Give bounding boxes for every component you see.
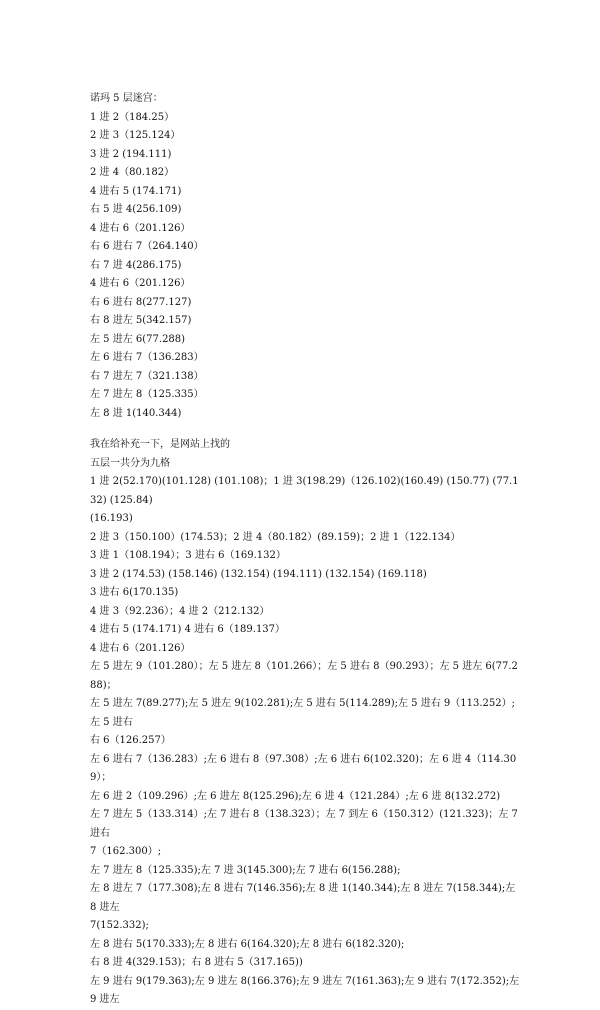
route-line: 右 5 进 4(256.109) (90, 204, 182, 215)
supplement-line: 左 8 进左 7（177.308);左 8 进右 7(146.356);左 8 进 1(140.344);左 8 进左 7(158.344);左 8 进左 (90, 883, 519, 913)
supplement-line: 2 进 3（150.100）(174.53)；2 进 4（80.182）(89.159)；2 进 1（122.134） (90, 531, 461, 543)
supplement-subtitle: 五层一共分为九格 (90, 457, 170, 469)
supplement-line: (16.193) (90, 513, 133, 524)
route-line: 4 进右 6（201.126） (90, 222, 191, 234)
supplement-line: 左 9 进右 9(179.363);左 9 进左 8(166.376);左 9 进左 7(161.363);左 9 进右 7(172.352);左 9 进左 (90, 975, 523, 1005)
supplement-line: 3 进 2 (174.53) (158.146) (132.154) (194.111) (132.154) (169.118) (90, 568, 427, 580)
route-line: 左 6 进右 7（136.283） (90, 352, 204, 363)
route-line: 右 7 进 4(286.175) (90, 259, 182, 271)
route-line: 2 进 3（125.124） (90, 130, 181, 141)
route-list (90, 109, 520, 424)
route-line: 1 进 2（184.25） (90, 111, 175, 123)
maze-route-section (90, 90, 520, 423)
route-line: 2 进 4（80.182） (90, 167, 175, 178)
supplement-line: 3 进 1（108.194）；3 进右 6（169.132） (90, 550, 286, 561)
supplement-line: 左 5 进左 9（101.280）；左 5 进左 8（101.266）；左 5 进右 8（90.293）；左 5 进左 6(77.288)； (90, 661, 518, 691)
document-page (90, 90, 523, 1010)
supplement-line: 4 进 3（92.236）；4 进 2（212.132） (90, 605, 270, 617)
supplement-line: 左 6 进右 7（136.283）;左 6 进右 8（97.308）;左 6 进右 6(102.320)；左 6 进 4（114.309）； (90, 753, 517, 783)
route-line: 左 5 进左 6(77.288) (90, 333, 186, 345)
supplement-line: 4 进右 5 (174.171) 4 进右 6（189.137） (90, 624, 286, 635)
route-line: 3 进 2 (194.111) (90, 148, 172, 160)
route-line: 左 7 进左 8（125.335） (90, 389, 204, 400)
route-line: 右 6 进右 8(277.127) (90, 296, 192, 308)
supplement-line: 1 进 2(52.170)(101.128) (101.108)；1 进 3(198.29)（126.102)(160.49) (150.77) (77.132) (125.84) (90, 476, 519, 506)
supplement-line: 左 8 进右 5(170.333);左 8 进右 6(164.320);左 8 进右 6(182.320); (90, 938, 405, 950)
route-line: 4 进右 5 (174.171) (90, 185, 182, 197)
section-title: 诺玛 5 层迷宫： (90, 93, 163, 104)
route-line: 左 8 进 1(140.344) (90, 407, 182, 419)
route-line: 4 进右 6（201.126） (90, 278, 191, 289)
supplement-line: 左 5 进左 7(89.277);左 5 进左 9(102.281);左 5 进右 5(114.289);左 5 进右 9（113.252）;左 5 进右 (90, 698, 515, 728)
supplement-line: 3 进右 6(170.135) (90, 587, 179, 598)
route-line: 右 6 进右 7（264.140） (90, 241, 204, 252)
supplement-list (90, 473, 523, 1010)
supplement-line: 4 进右 6（201.126） (90, 642, 191, 654)
supplement-line: 左 7 进左 5（133.314）;左 7 进右 8（138.323）；左 7 到左 6（150.312）(121.323)；左 7 进右 (90, 809, 522, 839)
supplement-line: 左 6 进 2（109.296）;左 6 进左 8(125.296);左 6 进 4（121.284）;左 6 进 8(132.272) (90, 790, 501, 802)
supplement-line: 左 7 进左 8（125.335);左 7 进 3(145.300);左 7 进右 6(156.288); (90, 864, 401, 876)
supplement-intro: 我在给补充一下，是网站上找的 (90, 439, 230, 450)
supplement-line: 7（162.300）; (90, 846, 162, 857)
supplement-section (90, 436, 523, 1010)
supplement-line: 7(152.332); (90, 920, 149, 931)
supplement-line: 右 6（126.257） (90, 735, 171, 746)
route-line: 右 7 进左 7（321.138） (90, 370, 204, 382)
route-line: 右 8 进左 5(342.157) (90, 315, 192, 326)
supplement-line: 右 8 进 4(329.153)；右 8 进右 5（317.165)) (90, 957, 303, 968)
